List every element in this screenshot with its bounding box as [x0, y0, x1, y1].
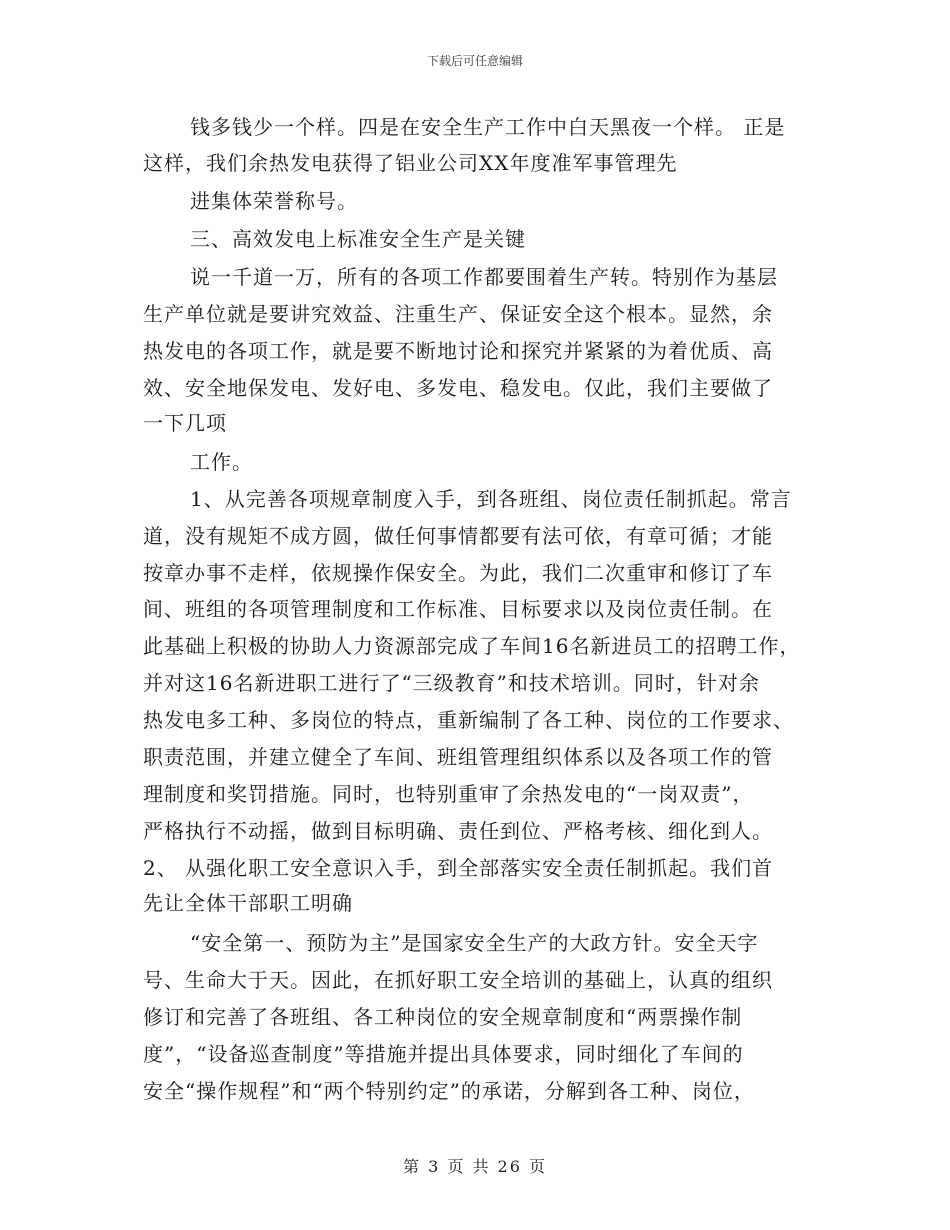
text-line: 效、安全地保发电、发好电、多发电、稳发电。仅此，我们主要做了	[143, 376, 773, 400]
text-line: 先让全体干部职工明确	[143, 891, 353, 915]
text-line: 说一千道一万，所有的各项工作都要围着生产转。特别作为基层	[190, 265, 778, 289]
text-line: 工作。	[190, 450, 253, 474]
text-line: 1、从完善各项规章制度入手，到各班组、岗位责任制抓起。常言	[190, 487, 792, 511]
text-line: 这样，我们余热发电获得了铝业公司XX年度准军事管理先	[143, 151, 678, 175]
text-line: 安全“操作规程”和“两个特别约定”的承诺，分解到各工种、岗位，	[143, 1079, 755, 1103]
text-line: 按章办事不走样，依规操作保安全。为此，我们二次重审和修订了车	[143, 561, 773, 585]
text-line: 职责范围，并建立健全了车间、班组管理组织体系以及各项工作的管	[143, 745, 773, 769]
text-line: 号、生命大于天。因此，在抓好职工安全培训的基础上，认真的组织	[143, 968, 773, 992]
page-number-footer: 第 3 页 共 26 页	[403, 1157, 547, 1176]
text-line: 此基础上积极的协助人力资源部完成了车间16名新进员工的招聘工作，	[143, 634, 801, 658]
text-line: 道，没有规矩不成方圆，做任何事情都要有法可依，有章可循；才能	[143, 524, 773, 548]
text-line: 严格执行不动摇，做到目标明确、责任到位、严格考核、细化到人。	[143, 819, 773, 843]
text-line: 生产单位就是要讲究效益、注重生产、保证安全这个根本。显然，余	[143, 302, 773, 326]
text-line: 进集体荣誉称号。	[190, 189, 358, 213]
text-line: 热发电的各项工作，就是要不断地讨论和探究并紧紧的为着优质、高	[143, 339, 773, 363]
text-line: 热发电多工种、多岗位的特点，重新编制了各工种、岗位的工作要求、	[143, 708, 794, 732]
text-line: 修订和完善了各班组、各工种岗位的安全规章制度和“两票操作制	[143, 1005, 743, 1029]
text-line: 钱多钱少一个样。四是在安全生产工作中白天黑夜一个样。 正是	[190, 115, 786, 139]
text-line: 度”，“设备巡查制度”等措施并提出具体要求，同时细化了车间的	[143, 1042, 744, 1066]
section-heading: 三、高效发电上标准安全生产是关键	[190, 227, 526, 251]
page-header: 下载后可任意编辑	[426, 54, 523, 68]
text-line: 一下几项	[143, 411, 227, 435]
text-line: 2、 从强化职工安全意识入手，到全部落实安全责任制抓起。我们首	[143, 856, 774, 880]
text-line: 并对这16名新进职工进行了“三级教育”和技术培训。同时，针对余	[143, 671, 760, 695]
text-line: “安全第一、预防为主”是国家安全生产的大政方针。安全天字	[190, 931, 759, 955]
text-line: 理制度和奖罚措施。同时，也特别重审了余热发电的“一岗双责”，	[143, 782, 754, 806]
text-line: 间、班组的各项管理制度和工作标准、目标要求以及岗位责任制。在	[143, 597, 773, 621]
